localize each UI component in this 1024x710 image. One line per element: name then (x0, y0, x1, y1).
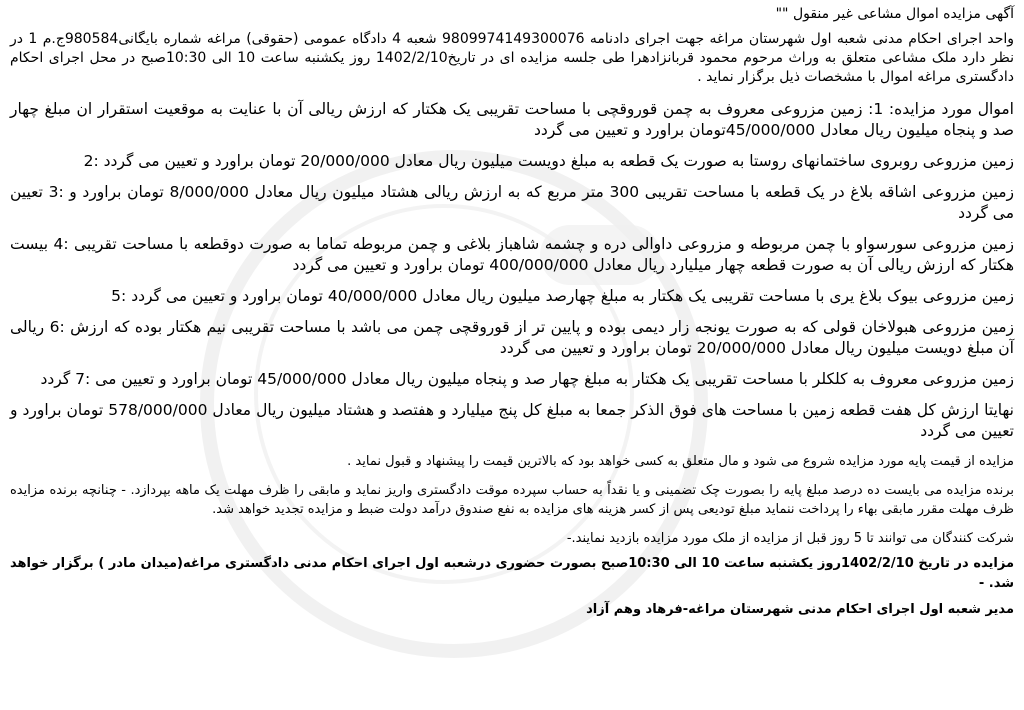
notice-item-2: زمین مزروعی روبروی ساختمانهای روستا به صورت یک قطعه به مبلغ دویست میلیون ریال معادل 20/000/000 تومان براورد و تعیین می گردد :2 (83, 152, 1014, 170)
notice-item-7: زمین مزروعی معروف به کلکلر با مساحت تقریبی یک هکتار به مبلغ چهار صد و پنجاه میلیون ریال معادل 45/000/000 تومان براورد و تعیین می :7 گردد (40, 370, 1014, 388)
notice-condition-2: برنده مزایده می بایست ده درصد مبلغ پایه را بصورت چک تضمینی و یا نقداً به حساب سپرده موقت دادگستری واریز نماید و مابقی را ظرف مهلت یک ماهه بپردازد. - چنانچه برنده مزایده ظرف مهلت مقرر مابقی بهاء را پرداخت ننماید مبلغ تودیعی پس از کسر هزینه های مزایده به نفع صندوق درآمد دولت ضبط و مزایده تجدید خواهد شد. (10, 483, 1014, 517)
notice-intro: واحد اجرای احکام مدنی شعبه اول شهرستان مراغه جهت اجرای دادنامه 9809974149300076 شعبه 4 دادگاه عمومی (حقوقی) مراغه شماره بایگانی980584ج.م 1 در نظر دارد ملک مشاعی متعلق به وراث مرحوم محمود قربانزادهرا طی جلسه مزایده ای در تاریخ1402/2/10 روز یکشنبه ساعت 10 الی 10:30صبح در محل اجرای احکام دادگستری مراغه اموال با مشخصات ذیل برگزار نماید . (10, 31, 1014, 85)
notice-signature: مدیر شعبه اول اجرای احکام مدنی شهرستان مراغه-فرهاد وهم آزاد (586, 602, 1014, 617)
notice-item-4: زمین مزروعی سورسواو با چمن مربوطه و مزروعی داوالی دره و چشمه شاهباز بلاغی و چمن مربوطه تماما به صورت دوقطعه با مساحت تقریبی :4 بیست هکتار که ارزش ریالی آن به صورت قطعه چهار میلیارد ریال معادل 400/000/000 تومان براورد و تعیین می گردد (10, 235, 1015, 274)
notice-item-5: زمین مزروعی بیوک بلاغ یری با مساحت تقریبی یک هکتار به مبلغ چهارصد میلیون ریال معادل 40/000/000 تومان براورد و تعیین می گردد :5 (111, 287, 1014, 305)
notice-title: آگهی مزایده اموال مشاعی غیر منقول "" (775, 6, 1014, 22)
notice-item-3: زمین مزروعی اشاقه بلاغ در یک قطعه با مساحت تقریبی 300 متر مربع که به ارزش ریالی هشتاد میلیون ریال معادل 8/000/000 تومان براورد و :3 تعیین می گردد (10, 183, 1014, 222)
notice-body (10, 0, 1014, 620)
notice-item-1: اموال مورد مزایده: 1: زمین مزروعی معروف به چمن قوروقچی با مساحت تقریبی یک هکتار که ارزش ریالی آن با عنایت به موقعیت استقرار ان مبلغ چهار صد و پنجاه میلیون ریال معادل 45/000/000تومان براورد و تعیین می گردد (10, 100, 1014, 139)
notice-condition-1: مزایده از قیمت پایه مورد مزایده شروع می شود و مال متعلق به کسی خواهد بود که بالاترین قیمت را پیشنهاد و قبول نماید . (347, 454, 1014, 469)
notice-condition-3: شرکت کنندگان می توانند تا 5 روز قبل از مزایده از ملک مورد مزایده بازدید نمایند.- (566, 531, 1014, 546)
notice-final-statement: مزایده در تاریخ 1402/2/10روز یکشنبه ساعت 10 الی 10:30صبح بصورت حضوری درشعبه اول اجرای احکام مدنی دادگستری مراغه(میدان مادر ) برگزار خواهد شد. - (10, 556, 1014, 591)
notice-item-6: زمین مزروعی هبولاخان قولی که به صورت یونجه زار دیمی بوده و پایین تر از قوروقچی چمن می باشد با مساحت تقریبی نیم هکتار بوده که ارزش :6 ریالی آن مبلغ دویست میلیون ریال معادل 20/000/000 تومان براورد و تعیین می گردد (10, 318, 1014, 357)
notice-total: نهایتا ارزش کل هفت قطعه زمین با مساحت های فوق الذکر جمعا به مبلغ کل پنج میلیارد و هفتصد و هشتاد میلیون ریال معادل 578/000/000 تومان براورد و تعیین می گردد (10, 401, 1014, 440)
